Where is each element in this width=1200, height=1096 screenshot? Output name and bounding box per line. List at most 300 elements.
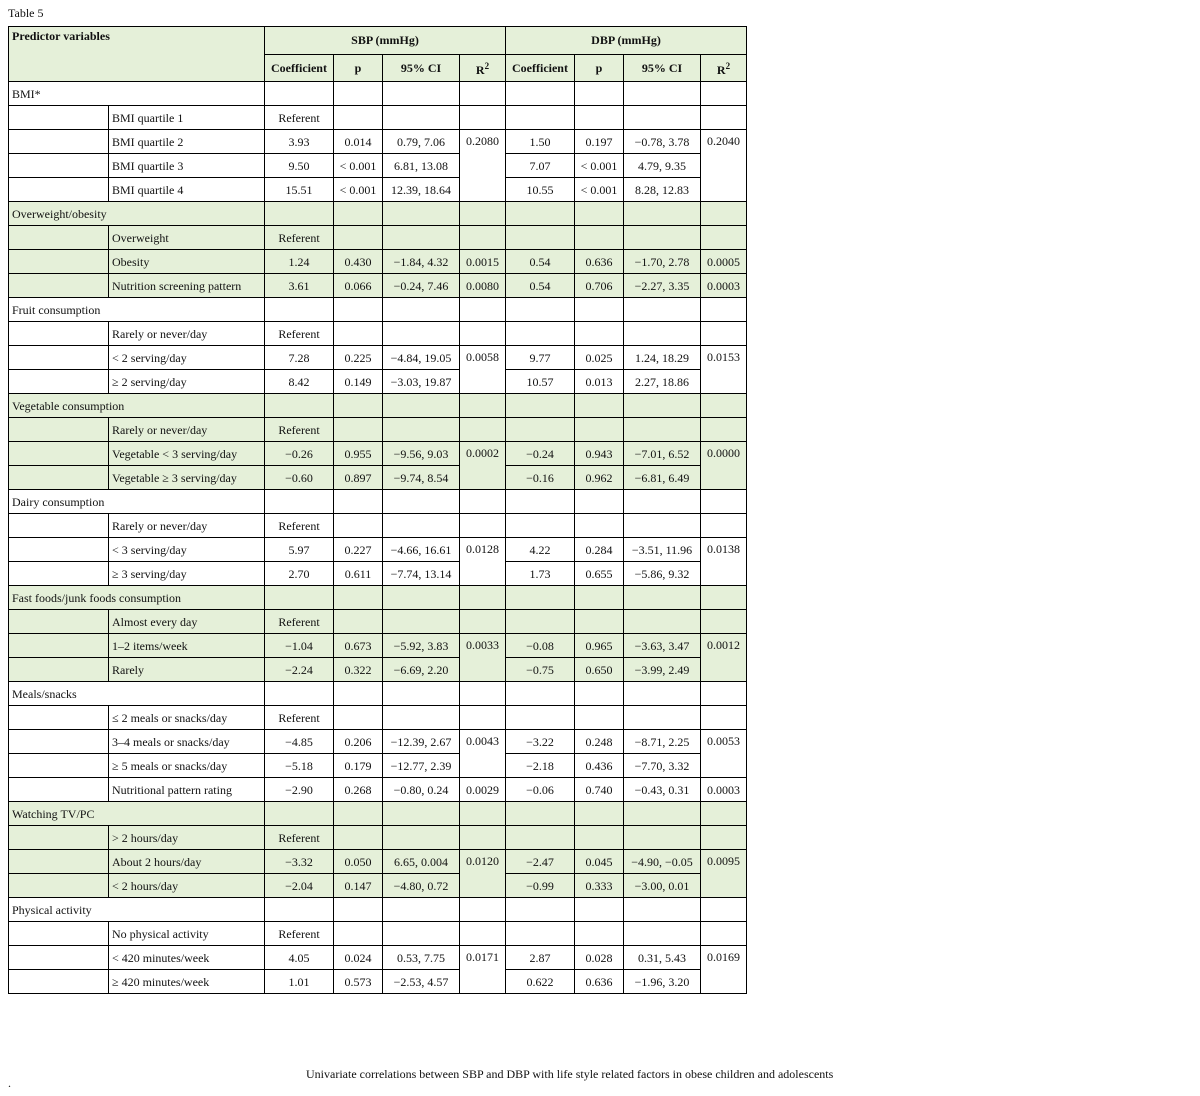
dbp-ci-cell: −3.63, 3.47 [624, 634, 701, 658]
empty-cell [460, 202, 506, 226]
sbp-ci-cell: −0.24, 7.46 [383, 274, 460, 298]
dbp-p-value-cell: 0.025 [575, 346, 624, 370]
table-row [9, 226, 747, 250]
header-dbp-group: DBP (mmHg) [506, 27, 747, 55]
sbp-coefficient-cell: Referent [265, 610, 334, 634]
table-row [9, 106, 747, 130]
sbp-p-value-cell: 0.897 [334, 466, 383, 490]
table-row [9, 970, 747, 994]
group-label: BMI* [9, 82, 265, 106]
dbp-coefficient-cell: 7.07 [506, 154, 575, 178]
row-label: Vegetable < 3 serving/day [109, 442, 265, 466]
sbp-p-value-cell: 0.066 [334, 274, 383, 298]
indent-cell [9, 754, 109, 778]
empty-cell [624, 490, 701, 514]
sbp-ci-cell: −4.84, 19.05 [383, 346, 460, 370]
sbp-ci-cell [383, 922, 460, 946]
table-row [9, 538, 747, 562]
indent-cell [9, 658, 109, 682]
empty-cell [460, 82, 506, 106]
dbp-p-value-cell: 0.197 [575, 130, 624, 154]
dbp-coefficient-cell: 1.50 [506, 130, 575, 154]
group-label: Dairy consumption [9, 490, 265, 514]
sbp-coefficient-cell: −0.26 [265, 442, 334, 466]
indent-cell [9, 634, 109, 658]
empty-cell [334, 682, 383, 706]
empty-cell [701, 202, 747, 226]
dbp-ci-cell [624, 226, 701, 250]
sbp-ci-cell: −6.69, 2.20 [383, 658, 460, 682]
empty-cell [624, 682, 701, 706]
indent-cell [9, 538, 109, 562]
sbp-ci-cell: −5.92, 3.83 [383, 634, 460, 658]
dbp-ci-cell: −1.70, 2.78 [624, 250, 701, 274]
sbp-p-value-cell [334, 322, 383, 346]
table-body [9, 82, 747, 994]
sbp-coefficient-cell: −2.90 [265, 778, 334, 802]
row-label: ≤ 2 meals or snacks/day [109, 706, 265, 730]
sbp-r2-cell [460, 226, 506, 250]
sbp-p-value-cell [334, 922, 383, 946]
indent-cell [9, 346, 109, 370]
table-row [9, 778, 747, 802]
group-label: Vegetable consumption [9, 394, 265, 418]
sbp-p-value-cell: 0.147 [334, 874, 383, 898]
table-row [9, 418, 747, 442]
sbp-coefficient-cell: −5.18 [265, 754, 334, 778]
sbp-ci-cell [383, 322, 460, 346]
dbp-ci-cell [624, 826, 701, 850]
empty-cell [460, 898, 506, 922]
dbp-ci-cell: −7.01, 6.52 [624, 442, 701, 466]
dbp-ci-cell: 8.28, 12.83 [624, 178, 701, 202]
empty-cell [265, 82, 334, 106]
table-row [9, 514, 747, 538]
sbp-coefficient-cell: 8.42 [265, 370, 334, 394]
header-sbp-ci: 95% CI [383, 54, 460, 82]
dbp-r2-cell [701, 610, 747, 634]
dbp-p-value-cell [575, 514, 624, 538]
dbp-ci-cell [624, 106, 701, 130]
dbp-ci-cell [624, 514, 701, 538]
dbp-coefficient-cell [506, 826, 575, 850]
indent-cell [9, 370, 109, 394]
dbp-coefficient-cell: 2.87 [506, 946, 575, 970]
sbp-coefficient-cell: 15.51 [265, 178, 334, 202]
dbp-coefficient-cell: −2.18 [506, 754, 575, 778]
indent-cell [9, 250, 109, 274]
sbp-ci-cell: −4.80, 0.72 [383, 874, 460, 898]
indent-cell [9, 322, 109, 346]
trailing-mark: . [8, 1076, 11, 1090]
indent-cell [9, 946, 109, 970]
row-label: ≥ 5 meals or snacks/day [109, 754, 265, 778]
indent-cell [9, 130, 109, 154]
dbp-p-value-cell: 0.284 [575, 538, 624, 562]
table-row [9, 946, 747, 970]
row-label: Rarely or never/day [109, 322, 265, 346]
dbp-ci-cell: −3.00, 0.01 [624, 874, 701, 898]
empty-cell [624, 298, 701, 322]
sbp-r2-cell: 0.0120 [460, 850, 506, 898]
group-label: Fruit consumption [9, 298, 265, 322]
r2-exponent: 2 [484, 60, 490, 71]
sbp-ci-cell: −2.53, 4.57 [383, 970, 460, 994]
dbp-ci-cell: −5.86, 9.32 [624, 562, 701, 586]
table-row [9, 922, 747, 946]
row-label: Nutritional pattern rating [109, 778, 265, 802]
table-row [9, 754, 747, 778]
dbp-p-value-cell: 0.248 [575, 730, 624, 754]
header-sbp-group: SBP (mmHg) [265, 27, 506, 55]
empty-cell [460, 586, 506, 610]
empty-cell [383, 898, 460, 922]
sbp-p-value-cell: 0.611 [334, 562, 383, 586]
group-label: Meals/snacks [9, 682, 265, 706]
empty-cell [701, 298, 747, 322]
group-row [9, 802, 747, 826]
dbp-p-value-cell: 0.965 [575, 634, 624, 658]
group-row [9, 298, 747, 322]
empty-cell [383, 202, 460, 226]
table-caption: Univariate correlations between SBP and DBP with life style related factors in obese children and adolescents [306, 1067, 834, 1081]
dbp-p-value-cell [575, 826, 624, 850]
header-dbp-coefficient: Coefficient [506, 54, 575, 82]
empty-cell [460, 490, 506, 514]
sbp-p-value-cell [334, 226, 383, 250]
empty-cell [334, 394, 383, 418]
dbp-r2-cell [701, 226, 747, 250]
row-label: < 2 hours/day [109, 874, 265, 898]
empty-cell [383, 298, 460, 322]
sbp-p-value-cell: 0.673 [334, 634, 383, 658]
empty-cell [701, 898, 747, 922]
indent-cell [9, 514, 109, 538]
dbp-coefficient-cell: −0.06 [506, 778, 575, 802]
row-label: Obesity [109, 250, 265, 274]
sbp-coefficient-cell: 3.93 [265, 130, 334, 154]
empty-cell [334, 898, 383, 922]
sbp-coefficient-cell: −4.85 [265, 730, 334, 754]
indent-cell [9, 466, 109, 490]
dbp-r2-cell: 0.0138 [701, 538, 747, 586]
sbp-p-value-cell: 0.322 [334, 658, 383, 682]
table-row [9, 442, 747, 466]
empty-cell [701, 802, 747, 826]
empty-cell [265, 586, 334, 610]
sbp-ci-cell: −0.80, 0.24 [383, 778, 460, 802]
empty-cell [383, 586, 460, 610]
empty-cell [701, 682, 747, 706]
dbp-p-value-cell: 0.013 [575, 370, 624, 394]
indent-cell [9, 562, 109, 586]
sbp-coefficient-cell: 5.97 [265, 538, 334, 562]
header-sbp-coefficient: Coefficient [265, 54, 334, 82]
dbp-r2-cell [701, 826, 747, 850]
r2-base: R [716, 62, 726, 77]
table-row [9, 850, 747, 874]
empty-cell [575, 898, 624, 922]
sbp-r2-cell [460, 922, 506, 946]
empty-cell [383, 682, 460, 706]
row-label: BMI quartile 1 [109, 106, 265, 130]
table-row [9, 658, 747, 682]
dbp-ci-cell [624, 418, 701, 442]
dbp-coefficient-cell [506, 322, 575, 346]
sbp-coefficient-cell: 4.05 [265, 946, 334, 970]
sbp-r2-cell: 0.0002 [460, 442, 506, 490]
sbp-r2-cell [460, 106, 506, 130]
table-row [9, 610, 747, 634]
sbp-p-value-cell [334, 514, 383, 538]
sbp-ci-cell: −12.77, 2.39 [383, 754, 460, 778]
header-predictor: Predictor variables [9, 27, 265, 82]
empty-cell [383, 394, 460, 418]
dbp-coefficient-cell: 10.57 [506, 370, 575, 394]
dbp-coefficient-cell: 0.622 [506, 970, 575, 994]
group-row [9, 394, 747, 418]
indent-cell [9, 826, 109, 850]
sbp-ci-cell: −4.66, 16.61 [383, 538, 460, 562]
dbp-p-value-cell: 0.436 [575, 754, 624, 778]
row-label: < 420 minutes/week [109, 946, 265, 970]
dbp-p-value-cell: < 0.001 [575, 178, 624, 202]
empty-cell [624, 82, 701, 106]
empty-cell [575, 202, 624, 226]
sbp-p-value-cell: 0.225 [334, 346, 383, 370]
dbp-ci-cell: 2.27, 18.86 [624, 370, 701, 394]
dbp-ci-cell [624, 322, 701, 346]
row-label: BMI quartile 4 [109, 178, 265, 202]
indent-cell [9, 442, 109, 466]
dbp-p-value-cell [575, 922, 624, 946]
sbp-ci-cell [383, 514, 460, 538]
empty-cell [506, 682, 575, 706]
group-row [9, 586, 747, 610]
sbp-coefficient-cell: Referent [265, 226, 334, 250]
indent-cell [9, 778, 109, 802]
indent-cell [9, 922, 109, 946]
sbp-p-value-cell: 0.050 [334, 850, 383, 874]
sbp-p-value-cell: 0.149 [334, 370, 383, 394]
empty-cell [701, 490, 747, 514]
row-label: < 3 serving/day [109, 538, 265, 562]
empty-cell [506, 586, 575, 610]
dbp-p-value-cell: 0.045 [575, 850, 624, 874]
empty-cell [575, 394, 624, 418]
dbp-ci-cell: −3.51, 11.96 [624, 538, 701, 562]
indent-cell [9, 418, 109, 442]
table-row [9, 346, 747, 370]
dbp-coefficient-cell: 10.55 [506, 178, 575, 202]
empty-cell [265, 298, 334, 322]
empty-cell [506, 802, 575, 826]
empty-cell [265, 802, 334, 826]
empty-cell [506, 202, 575, 226]
dbp-p-value-cell [575, 226, 624, 250]
dbp-coefficient-cell: −0.08 [506, 634, 575, 658]
dbp-ci-cell [624, 706, 701, 730]
sbp-ci-cell [383, 226, 460, 250]
dbp-p-value-cell: 0.962 [575, 466, 624, 490]
dbp-ci-cell: −8.71, 2.25 [624, 730, 701, 754]
header-sbp-p: p [334, 54, 383, 82]
sbp-coefficient-cell: −2.24 [265, 658, 334, 682]
dbp-coefficient-cell [506, 610, 575, 634]
sbp-p-value-cell: 0.024 [334, 946, 383, 970]
dbp-r2-cell: 0.0005 [701, 250, 747, 274]
sbp-ci-cell: −12.39, 2.67 [383, 730, 460, 754]
empty-cell [575, 490, 624, 514]
dbp-p-value-cell [575, 610, 624, 634]
dbp-p-value-cell: < 0.001 [575, 154, 624, 178]
dbp-r2-cell: 0.0000 [701, 442, 747, 490]
sbp-coefficient-cell: 1.24 [265, 250, 334, 274]
sbp-r2-cell: 0.0043 [460, 730, 506, 778]
sbp-p-value-cell: < 0.001 [334, 178, 383, 202]
group-row [9, 490, 747, 514]
empty-cell [575, 298, 624, 322]
sbp-coefficient-cell: Referent [265, 514, 334, 538]
sbp-r2-cell: 0.0128 [460, 538, 506, 586]
dbp-r2-cell: 0.0169 [701, 946, 747, 994]
table-row [9, 562, 747, 586]
dbp-r2-cell: 0.0012 [701, 634, 747, 682]
sbp-ci-cell: 6.65, 0.004 [383, 850, 460, 874]
sbp-coefficient-cell: Referent [265, 706, 334, 730]
group-row [9, 898, 747, 922]
row-label: BMI quartile 2 [109, 130, 265, 154]
empty-cell [265, 490, 334, 514]
dbp-p-value-cell: 0.650 [575, 658, 624, 682]
dbp-r2-cell [701, 514, 747, 538]
sbp-coefficient-cell: Referent [265, 106, 334, 130]
table-row [9, 322, 747, 346]
sbp-ci-cell: 0.79, 7.06 [383, 130, 460, 154]
sbp-r2-cell: 0.0033 [460, 634, 506, 682]
empty-cell [460, 394, 506, 418]
sbp-p-value-cell [334, 610, 383, 634]
sbp-p-value-cell: 0.227 [334, 538, 383, 562]
dbp-ci-cell: −6.81, 6.49 [624, 466, 701, 490]
dbp-r2-cell: 0.0053 [701, 730, 747, 778]
table-row [9, 370, 747, 394]
table-row [9, 730, 747, 754]
empty-cell [265, 394, 334, 418]
group-label: Physical activity [9, 898, 265, 922]
sbp-r2-cell [460, 610, 506, 634]
empty-cell [701, 82, 747, 106]
sbp-p-value-cell: 0.014 [334, 130, 383, 154]
sbp-p-value-cell: 0.430 [334, 250, 383, 274]
dbp-coefficient-cell: −0.16 [506, 466, 575, 490]
row-label: < 2 serving/day [109, 346, 265, 370]
row-label: About 2 hours/day [109, 850, 265, 874]
dbp-p-value-cell: 0.028 [575, 946, 624, 970]
table-row [9, 466, 747, 490]
sbp-p-value-cell [334, 106, 383, 130]
sbp-ci-cell: 6.81, 13.08 [383, 154, 460, 178]
empty-cell [701, 394, 747, 418]
empty-cell [506, 490, 575, 514]
empty-cell [506, 82, 575, 106]
dbp-p-value-cell: 0.636 [575, 970, 624, 994]
indent-cell [9, 274, 109, 298]
sbp-ci-cell [383, 706, 460, 730]
sbp-coefficient-cell: −1.04 [265, 634, 334, 658]
empty-cell [460, 802, 506, 826]
group-row [9, 682, 747, 706]
dbp-r2-cell [701, 322, 747, 346]
empty-cell [506, 898, 575, 922]
r2-base: R [475, 62, 485, 77]
sbp-ci-cell: −1.84, 4.32 [383, 250, 460, 274]
indent-cell [9, 730, 109, 754]
dbp-ci-cell: −3.99, 2.49 [624, 658, 701, 682]
r2-exponent: 2 [725, 60, 731, 71]
dbp-ci-cell [624, 922, 701, 946]
dbp-coefficient-cell [506, 514, 575, 538]
dbp-ci-cell: −7.70, 3.32 [624, 754, 701, 778]
dbp-ci-cell: 0.31, 5.43 [624, 946, 701, 970]
table-row [9, 826, 747, 850]
empty-cell [624, 586, 701, 610]
empty-cell [701, 586, 747, 610]
sbp-ci-cell: −7.74, 13.14 [383, 562, 460, 586]
group-label: Watching TV/PC [9, 802, 265, 826]
row-label: ≥ 2 serving/day [109, 370, 265, 394]
empty-cell [624, 802, 701, 826]
group-label: Overweight/obesity [9, 202, 265, 226]
sbp-ci-cell [383, 610, 460, 634]
row-label: 1–2 items/week [109, 634, 265, 658]
empty-cell [265, 202, 334, 226]
empty-cell [265, 682, 334, 706]
row-label: 3–4 meals or snacks/day [109, 730, 265, 754]
row-label: Almost every day [109, 610, 265, 634]
sbp-r2-cell [460, 418, 506, 442]
indent-cell [9, 610, 109, 634]
row-label: Rarely [109, 658, 265, 682]
dbp-r2-cell: 0.0003 [701, 778, 747, 802]
sbp-coefficient-cell: −0.60 [265, 466, 334, 490]
row-label: ≥ 420 minutes/week [109, 970, 265, 994]
dbp-coefficient-cell: −0.75 [506, 658, 575, 682]
sbp-p-value-cell: 0.268 [334, 778, 383, 802]
dbp-coefficient-cell [506, 106, 575, 130]
sbp-r2-cell: 0.0171 [460, 946, 506, 994]
row-label: Rarely or never/day [109, 418, 265, 442]
dbp-p-value-cell: 0.943 [575, 442, 624, 466]
sbp-coefficient-cell: 1.01 [265, 970, 334, 994]
dbp-r2-cell [701, 418, 747, 442]
empty-cell [334, 298, 383, 322]
row-label: BMI quartile 3 [109, 154, 265, 178]
dbp-p-value-cell [575, 706, 624, 730]
sbp-p-value-cell: 0.955 [334, 442, 383, 466]
dbp-p-value-cell: 0.706 [575, 274, 624, 298]
empty-cell [575, 82, 624, 106]
dbp-ci-cell [624, 610, 701, 634]
sbp-coefficient-cell: 9.50 [265, 154, 334, 178]
dbp-r2-cell: 0.0095 [701, 850, 747, 898]
dbp-r2-cell [701, 706, 747, 730]
sbp-p-value-cell: 0.179 [334, 754, 383, 778]
dbp-r2-cell [701, 106, 747, 130]
empty-cell [624, 394, 701, 418]
dbp-ci-cell: −0.43, 0.31 [624, 778, 701, 802]
header-dbp-ci: 95% CI [624, 54, 701, 82]
